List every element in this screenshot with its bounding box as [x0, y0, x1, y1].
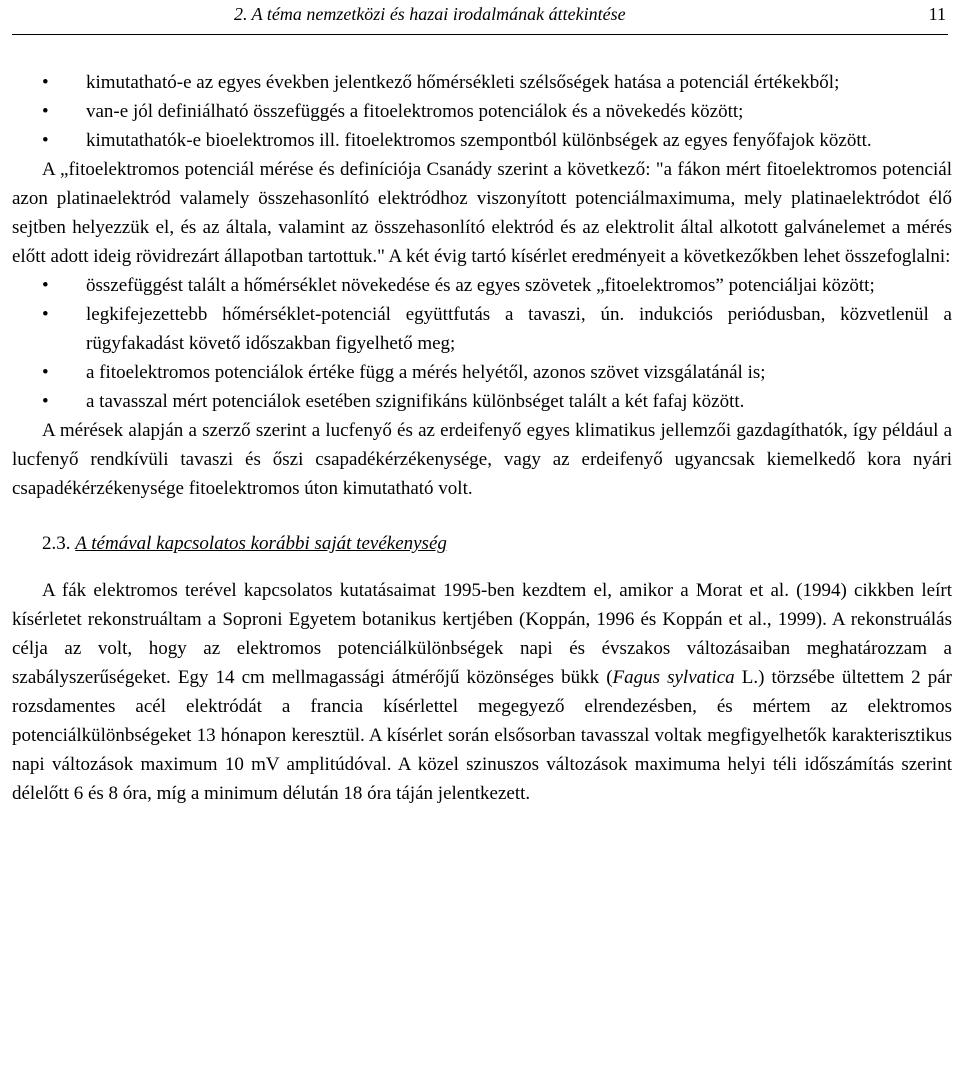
page-number: 11	[928, 4, 946, 24]
bullet-icon: •	[42, 101, 49, 122]
species-name: Fagus sylvatica	[612, 667, 735, 688]
bullet-icon: •	[42, 275, 49, 296]
section-title: A témával kapcsolatos korábbi saját tevékenység	[75, 533, 447, 554]
question-list	[12, 68, 952, 155]
section-number: 2.3.	[42, 533, 71, 554]
paragraph-own-research: A fák elektromos terével kapcsolatos kutatásaimat 1995-ben kezdtem el, amikor a Morat et al. (1994) cikkben leírt kísérletet rekonstruáltam a Soproni Egyetem botanikus kertjében (Koppán, 1996 és Koppán et al., 1999). A rekonstruálás célja az volt, hogy az elektromos potenciálkülönbségek napi és évszakos változásaiban meghatározzam a szabályszerűségeket. Egy 14 cm mellmagassági átmérőjű közönséges bükk (Fagus sylvatica L.) törzsébe ültettem 2 pár rozsdamentes acél elektródát a francia kísérlettel megegyező elrendezésben, és mértem az elektromos potenciálkülönbségeket 13 hónapon keresztül. A kísérlet során elsősorban tavasszal voltak megfigyelhetők karakterisztikus napi változások maximum 10 mV amplitúdóval. A közel szinuszos változások maximuma helyi téli időszámítás szerint délelőtt 6 és 8 óra, míg a minimum délután 18 óra táján jelentkezett.	[12, 580, 952, 804]
bullet-icon: •	[42, 130, 49, 151]
list-item: • a fitoelektromos potenciálok értéke függ a mérés helyétől, azonos szövet vizsgálatánál is;	[12, 358, 952, 387]
paragraph-definition: A „fitoelektromos potenciál mérése és definíciója Csanády szerint a következő: "a fákon mért fitoelektromos potenciál azon platinaelektród valamely összehasonlító elektródhoz viszonyított potenciálmaximuma, mely platinaelektródot élő sejtben helyezzük el, és az általa, valamint az összehasonlító elektród és az elektrolit által alkotott galvánelemet a mérés előtt adott ideig rövidrezárt állapotban tartottuk." A két évig tartó kísérlet eredményeit a következőkben lehet összefoglalni:	[12, 159, 952, 267]
bullet-icon: •	[42, 391, 49, 412]
list-item: • a tavasszal mért potenciálok esetében szignifikáns különbséget talált a két fafaj között.	[12, 387, 952, 416]
list-item: • összefüggést talált a hőmérséklet növekedése és az egyes szövetek „fitoelektromos” potenciáljai között;	[12, 271, 952, 300]
bullet-icon: •	[42, 362, 49, 383]
paragraph-conclusion: A mérések alapján a szerző szerint a lucfenyő és az erdeifenyő egyes klimatikus jellemzői gazdagíthatók, így például a lucfenyő rendkívüli tavaszi és őszi csapadékérzékenysége, vagy az erdeifenyő ugyancsak kiemelkedő kora nyári csapadékérzékenysége fitoelektromos úton kimutatható volt.	[12, 420, 952, 499]
section-heading	[42, 529, 952, 558]
list-item: • kimutathatók-e bioelektromos ill. fitoelektromos szempontból különbségek az egyes fenyőfajok között.	[12, 126, 952, 155]
list-item: • van-e jól definiálható összefüggés a fitoelektromos potenciálok és a növekedés között;	[12, 97, 952, 126]
bullet-icon: •	[42, 304, 49, 325]
running-header	[12, 0, 948, 35]
bullet-icon: •	[42, 72, 49, 93]
page-body	[12, 68, 952, 808]
header-title: 2. A téma nemzetközi és hazai irodalmának áttekintése	[234, 4, 626, 24]
list-item: • kimutatható-e az egyes években jelentkező hőmérsékleti szélsőségek hatása a potenciál értékekből;	[12, 68, 952, 97]
list-item: • legkifejezettebb hőmérséklet-potenciál együttfutás a tavaszi, ún. indukciós periódusban, közvetlenül a rügyfakadást követő időszakban figyelhető meg;	[12, 300, 952, 358]
findings-list	[12, 271, 952, 416]
